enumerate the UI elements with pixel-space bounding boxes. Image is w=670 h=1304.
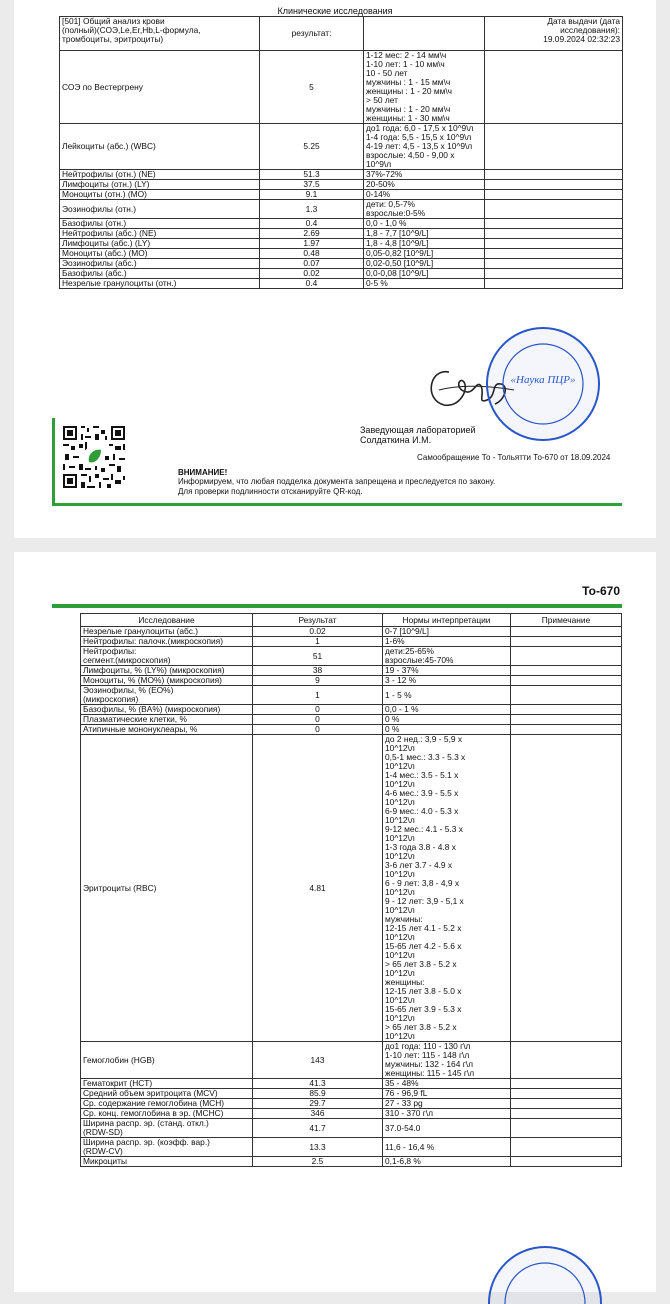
table-row: [81, 735, 622, 1042]
reference-range: 0,05-0,82 [10^9/L]: [364, 249, 485, 259]
result-value: 4.81: [253, 735, 383, 1042]
result-value: 346: [253, 1109, 383, 1119]
result-value: 41.3: [253, 1079, 383, 1089]
note-cell: [511, 725, 622, 735]
reference-range: 37.0-54.0: [383, 1119, 511, 1138]
table-row: [81, 686, 622, 705]
note-cell: [511, 1079, 622, 1089]
note-cell: [511, 1138, 622, 1157]
table-row: [60, 269, 623, 279]
reference-range: 310 - 370 г\л: [383, 1109, 511, 1119]
result-header: результат:: [260, 17, 364, 51]
analyte-name: Ср. конц. гемоглобина в эр. (MCHC): [81, 1109, 253, 1119]
table-row: [81, 1157, 622, 1167]
analyte-name: Нейтрофилы (отн.) (NE): [60, 170, 260, 180]
table-row: [81, 725, 622, 735]
result-value: 143: [253, 1042, 383, 1079]
table-row: [60, 239, 623, 249]
empty-cell: [485, 124, 623, 170]
note-cell: [511, 686, 622, 705]
reference-range: 35 - 48%: [383, 1079, 511, 1089]
analyte-name: Базофилы (отн.): [60, 219, 260, 229]
analyte-name: Нейтрофилы (абс.) (NE): [60, 229, 260, 239]
warning-title: ВНИМАНИЕ!: [178, 468, 228, 477]
result-value: 1.3: [260, 200, 364, 219]
table-row: [81, 1138, 622, 1157]
issue-date: Дата выдачи (дата исследования): 19.09.2024 02:32:23: [485, 17, 623, 51]
empty-cell: [485, 219, 623, 229]
result-value: 51.3: [260, 170, 364, 180]
result-value: 0.48: [260, 249, 364, 259]
green-side-bar: [52, 418, 55, 506]
reference-range: до 2 нед.: 3,9 - 5,9 x 10^12\л 0,5-1 мес.: 3.3 - 5.3 x 10^12\л 1-4 мес.: 3.5 - 5.1 x 10^12\л 4-6 мес.: 3.9 - 5.5 x 10^12\л 6-9 мес.: 4.0 - 5.3 x 10^12\л 9-12 мес.: 4.1 - 5.3 x 10^12\л 1-3 года 3.8 - 4.8 x 10^12\л 3-6 лет 3.7 - 4.9 x 10^12\л 6 - 9 лет: 3,8 - 4,9 x 10^12\л 9 - 12 лет: 3,9 - 5,1 x 10^12\л мужчины: 12-15 лет 4.1 - 5.2 x 10^12\л 15-65 лет 4.2 - 5.6 x 10^12\л > 65 лет 3.8 - 5.2 x 10^12\л женщины: 12-15 лет 3.8 - 5.0 x 10^12\л 15-65 лет 3.9 - 5.3 x 10^12\л > 65 лет 3.8 - 5.2 x 10^12\л: [383, 735, 511, 1042]
reference-range: 11,6 - 16,4 %: [383, 1138, 511, 1157]
result-value: 0: [253, 715, 383, 725]
reference-range: 1-6%: [383, 637, 511, 647]
header-result: Результат: [253, 614, 383, 627]
table-row: [60, 219, 623, 229]
analyte-name: Незрелые гранулоциты (отн.): [60, 279, 260, 289]
result-value: 9.1: [260, 190, 364, 200]
result-value: 0.02: [260, 269, 364, 279]
empty-cell: [485, 249, 623, 259]
analyte-name: Лимфоциты (абс.) (LY): [60, 239, 260, 249]
reference-range: 0,0 - 1,0 %: [364, 219, 485, 229]
analyte-name: Лимфоциты, % (LY%) (микроскопия): [81, 666, 253, 676]
report-page-1: [14, 0, 656, 538]
result-value: 51: [253, 647, 383, 666]
result-value: 85.9: [253, 1089, 383, 1099]
analyte-name: Гематокрит (HCT): [81, 1079, 253, 1089]
table-row: [60, 190, 623, 200]
analyte-name: Моноциты, % (MO%) (микроскопия): [81, 676, 253, 686]
table-row: [81, 1042, 622, 1079]
analyte-name: Ширина распр. эр. (коэфф. вар.) (RDW-CV): [81, 1138, 253, 1157]
reference-range: 1-12 мес: 2 - 14 мм\ч 1-10 лет: 1 - 10 мм\ч 10 - 50 лет мужчины : 1 - 15 мм\ч женщины : 1 - 20 мм\ч > 50 лет мужчины : 1 - 20 мм\ч женщины: 1 - 30 мм\ч: [364, 51, 485, 124]
analyte-name: Атипичные мононуклеары, %: [81, 725, 253, 735]
header-note: Примечание: [511, 614, 622, 627]
note-cell: [511, 1089, 622, 1099]
reference-range: 76 - 96,9 fL: [383, 1089, 511, 1099]
reference-range: 1,8 - 4,8 [10^9/L]: [364, 239, 485, 249]
table-row: [81, 1119, 622, 1138]
result-value: 2.5: [253, 1157, 383, 1167]
green-footer-line: [52, 503, 622, 506]
reference-range: 0 %: [383, 715, 511, 725]
note-cell: [511, 1042, 622, 1079]
qr-code-icon: [61, 424, 127, 490]
green-header-line: [52, 604, 622, 608]
reference-range: 0,1-6,8 %: [383, 1157, 511, 1167]
qr-code: [61, 424, 127, 490]
reference-range: 1,8 - 7,7 [10^9/L]: [364, 229, 485, 239]
report-page-2: [14, 552, 656, 1292]
reference-range: дети: 0,5-7% взрослые:0-5%: [364, 200, 485, 219]
self-referral: Самообращение То - Тольятти То-670 от 18.09.2024: [417, 453, 611, 462]
result-value: 41.7: [253, 1119, 383, 1138]
official-stamp: [484, 325, 602, 443]
result-value: 0.4: [260, 219, 364, 229]
header-test: Исследование: [81, 614, 253, 627]
analyte-name: Эритроциты (RBC): [81, 735, 253, 1042]
result-value: 29.7: [253, 1099, 383, 1109]
empty-cell: [364, 17, 485, 51]
analyte-name: Базофилы, % (BA%) (микроскопия): [81, 705, 253, 715]
reference-range: 3 - 12 %: [383, 676, 511, 686]
empty-cell: [485, 269, 623, 279]
table-row: [81, 1089, 622, 1099]
analyte-name: Ср. содержание гемоглобина (MCH): [81, 1099, 253, 1109]
reference-range: 0-7 [10^9/L]: [383, 627, 511, 637]
reference-range: 0,0 - 1 %: [383, 705, 511, 715]
analyte-name: Эозинофилы (абс.): [60, 259, 260, 269]
reference-range: 27 - 33 pg: [383, 1099, 511, 1109]
table-row: [60, 51, 623, 124]
table-row: [81, 1109, 622, 1119]
table-row: [60, 279, 623, 289]
analyte-name: Моноциты (абс.) (MO): [60, 249, 260, 259]
reference-range: 0,0-0,08 [10^9/L]: [364, 269, 485, 279]
result-value: 5.25: [260, 124, 364, 170]
note-cell: [511, 705, 622, 715]
analyte-name: Моноциты (отн.) (MO): [60, 190, 260, 200]
result-value: 2.69: [260, 229, 364, 239]
analyte-name: Плазматические клетки, %: [81, 715, 253, 725]
analyte-name: Эозинофилы, % (EO%) (микроскопия): [81, 686, 253, 705]
result-value: 0: [253, 725, 383, 735]
stamp-text: «Наука ПЦР»: [510, 374, 576, 386]
table-header-row: [60, 17, 623, 51]
note-cell: [511, 627, 622, 637]
analyte-name: Нейтрофилы: палочк.(микроскопия): [81, 637, 253, 647]
analyte-name: СОЭ по Вестергрену: [60, 51, 260, 124]
result-value: 38: [253, 666, 383, 676]
note-cell: [511, 1099, 622, 1109]
analyte-name: Микроциты: [81, 1157, 253, 1167]
table-row: [81, 637, 622, 647]
reference-range: до1 года: 110 - 130 г\л 1-10 лет: 115 - 148 г\л мужчины: 132 - 164 г\л женщины: 115 - 145 г\л: [383, 1042, 511, 1079]
table-row: [81, 666, 622, 676]
result-value: 0.07: [260, 259, 364, 269]
reference-range: дети:25-65% взрослые:45-70%: [383, 647, 511, 666]
empty-cell: [485, 180, 623, 190]
empty-cell: [485, 229, 623, 239]
empty-cell: [485, 279, 623, 289]
table-row: [60, 259, 623, 269]
result-value: 13.3: [253, 1138, 383, 1157]
note-cell: [511, 715, 622, 725]
results-table-1: [59, 16, 623, 289]
table-row: [81, 676, 622, 686]
reference-range: 1 - 5 %: [383, 686, 511, 705]
results-table-2: [80, 613, 622, 1167]
reference-range: 20-50%: [364, 180, 485, 190]
reference-range: 19 - 37%: [383, 666, 511, 676]
empty-cell: [485, 51, 623, 124]
table-row: [81, 1099, 622, 1109]
table-row: [81, 705, 622, 715]
analyte-name: Ширина распр. эр. (станд. откл.) (RDW-SD): [81, 1119, 253, 1138]
official-stamp-partial: [486, 1244, 604, 1304]
reference-range: до1 года: 6,0 - 17,5 x 10^9\л 1-4 года: 5,5 - 15,5 x 10^9\л 4-19 лет: 4,5 - 13,5 x 10^9\л взрослые: 4,50 - 9,00 x 10^9\л: [364, 124, 485, 170]
table-row: [60, 229, 623, 239]
analyte-name: Незрелые гранулоциты (абс.): [81, 627, 253, 637]
note-cell: [511, 647, 622, 666]
empty-cell: [485, 190, 623, 200]
header-norms: Нормы интерпретации: [383, 614, 511, 627]
test-name: [501] Общий анализ крови (полный)(СОЭ,Le,Er,Hb,L-формула, тромбоциты, эритроциты): [60, 17, 260, 51]
table-row: [60, 249, 623, 259]
reference-range: 37%-72%: [364, 170, 485, 180]
clinic-code: То-670: [582, 584, 620, 598]
result-value: 9: [253, 676, 383, 686]
table-row: [60, 124, 623, 170]
result-value: 0.02: [253, 627, 383, 637]
table-row: [81, 1079, 622, 1089]
note-cell: [511, 676, 622, 686]
table-row: [60, 180, 623, 190]
table-header-row: [81, 614, 622, 627]
result-value: 5: [260, 51, 364, 124]
note-cell: [511, 637, 622, 647]
table-row: [81, 627, 622, 637]
empty-cell: [485, 200, 623, 219]
analyte-name: Лимфоциты (отн.) (LY): [60, 180, 260, 190]
empty-cell: [485, 170, 623, 180]
analyte-name: Нейтрофилы: сегмент.(микроскопия): [81, 647, 253, 666]
reference-range: 0,02-0,50 [10^9/L]: [364, 259, 485, 269]
warning-text: Информируем, что любая подделка документа запрещена и преследуется по закону. Для проверки подлинности отсканируйте QR-код.: [178, 477, 496, 496]
head-of-lab: Заведующая лабораторией Солдаткина И.М.: [360, 425, 476, 445]
note-cell: [511, 1157, 622, 1167]
analyte-name: Средний объем эритроцита (MCV): [81, 1089, 253, 1099]
reference-range: 0-5 %: [364, 279, 485, 289]
result-value: 0.4: [260, 279, 364, 289]
analyte-name: Базофилы (абс.): [60, 269, 260, 279]
result-value: 1.97: [260, 239, 364, 249]
empty-cell: [485, 239, 623, 249]
reference-range: 0 %: [383, 725, 511, 735]
note-cell: [511, 1109, 622, 1119]
table-row: [60, 170, 623, 180]
result-value: 37.5: [260, 180, 364, 190]
note-cell: [511, 666, 622, 676]
note-cell: [511, 1119, 622, 1138]
section-title: Клинические исследования: [277, 6, 393, 16]
result-value: 1: [253, 637, 383, 647]
result-value: 0: [253, 705, 383, 715]
analyte-name: Лейкоциты (абс.) (WBC): [60, 124, 260, 170]
reference-range: 0-14%: [364, 190, 485, 200]
note-cell: [511, 735, 622, 1042]
analyte-name: Эозинофилы (отн.): [60, 200, 260, 219]
result-value: 1: [253, 686, 383, 705]
table-row: [60, 200, 623, 219]
empty-cell: [485, 259, 623, 269]
analyte-name: Гемоглобин (HGB): [81, 1042, 253, 1079]
table-row: [81, 715, 622, 725]
table-row: [81, 647, 622, 666]
